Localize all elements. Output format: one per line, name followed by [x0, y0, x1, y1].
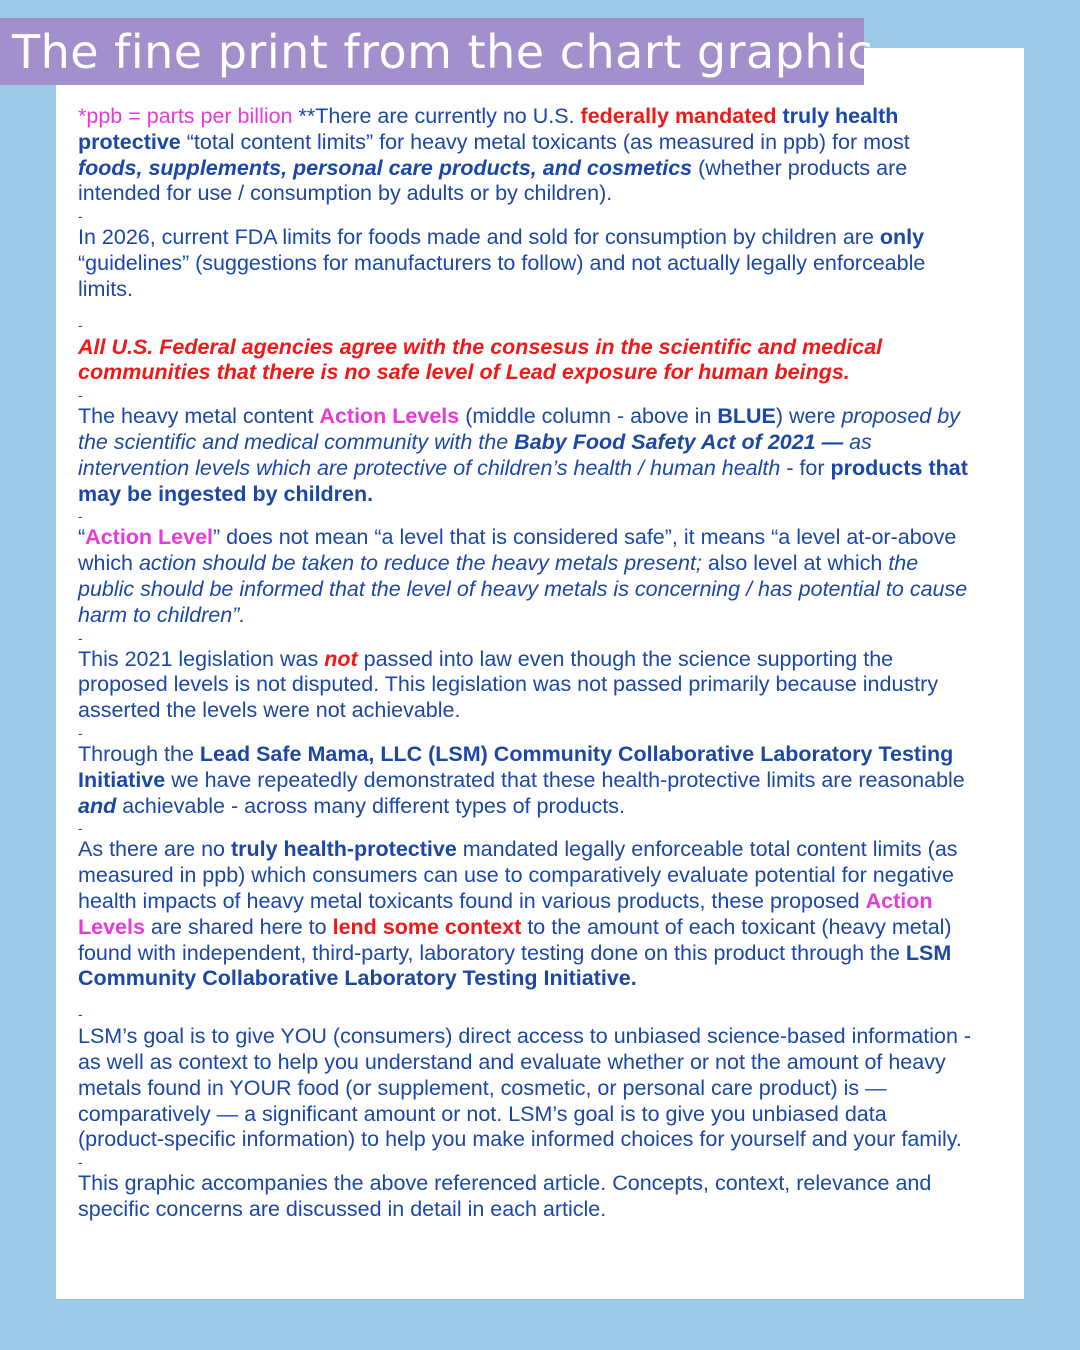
text-run: LSM Community Collaborative Laboratory Testing Initiative.: [78, 940, 952, 991]
text-run: (middle column - above in: [459, 404, 718, 429]
text-run: “: [78, 525, 86, 550]
paragraph-article-note: This graphic accompanies the above referenced article. Concepts, context, relevance and specific concerns are discussed in detail in each article.: [78, 1171, 932, 1221]
paragraph-context: [78, 837, 978, 992]
text-run: and: [78, 793, 117, 818]
text-run: mandated legally enforceable total content limits (as measured in ppb) which consumers can use to comparatively evaluate potential for negative health impacts of heavy metal toxicants found in various products, these proposed: [78, 837, 958, 913]
text-run: foods, supplements, personal care products, and cosmetics: [78, 155, 693, 180]
text-run: **There are currently no U.S.: [292, 104, 581, 128]
text-run: (whether products are intended for use / consumption by adults or by children).: [78, 155, 908, 206]
text-run: action should be taken to reduce the heavy metals present;: [138, 551, 702, 576]
text-run: proposed by the scientific and medical community with the: [78, 404, 960, 454]
separator: -: [78, 508, 83, 525]
text-run: This 2021 legislation was: [78, 646, 325, 671]
separator: -: [78, 820, 83, 837]
paragraph-lsm-initiative: [78, 742, 978, 819]
text-run: truly health-protective: [230, 837, 457, 862]
text-run: are shared here to: [144, 914, 333, 939]
paragraph-action-levels: [78, 404, 978, 507]
paragraph-action-level-definition: [78, 525, 978, 628]
text-run: passed into law even though the science supporting the proposed levels is not disputed. This legislation was not passed primarily because industry asserted the levels were not achievable.: [78, 646, 939, 723]
separator: -: [78, 387, 83, 404]
text-run: we have repeatedly demonstrated that these health-protective limits are reasonable: [165, 767, 965, 792]
text-run: ) were: [775, 404, 842, 429]
ppb-definition: *ppb = parts per billion: [78, 104, 293, 128]
text-run: to the amount of each toxicant (heavy metal) found with independent, third-party, laboratory testing done on this product through the: [78, 914, 952, 965]
title-banner: [0, 18, 874, 85]
text-run: “guidelines” (suggestions for manufacturers to follow) and not actually legally enforceable limits.: [78, 250, 926, 301]
text-run: the public should be informed that the level of heavy metals is concerning / has potential to cause harm to children”.: [78, 551, 968, 627]
text-run: - for: [780, 455, 831, 480]
separator: -: [78, 724, 83, 741]
text-run: Through the: [78, 741, 200, 766]
separator: -: [78, 1006, 83, 1023]
text-run: Lead Safe Mama, LLC (LSM) Community Collaborative Laboratory Testing Initiative: [78, 741, 954, 792]
separator: -: [78, 316, 83, 333]
text-run: also level at which: [701, 551, 889, 576]
text-run: In 2026, current FDA limits for foods made and sold for consumption by children are: [78, 225, 880, 250]
text-run: products that may be ingested by children.: [78, 455, 968, 506]
text-run: As there are no: [78, 837, 231, 862]
separator: -: [78, 208, 83, 225]
paragraph-legislation: [78, 647, 978, 724]
text-run: lend some context: [332, 914, 522, 939]
fine-print-body: [78, 104, 978, 1223]
text-run: Action Levels: [78, 888, 933, 939]
text-run: BLUE: [717, 404, 776, 429]
separator: -: [78, 1154, 83, 1171]
text-run: ” does not mean “a level that is considered safe”, it means “a level at-or-above which: [78, 525, 957, 576]
text-run: Action Levels: [319, 404, 460, 429]
text-run: Action Level: [85, 525, 214, 550]
text-run: only: [879, 225, 925, 250]
text-run: The heavy metal content: [78, 404, 320, 429]
paragraph-lsm-goal: LSM’s goal is to give YOU (consumers) direct access to unbiased science-based information - as well as context to help you understand and evaluate whether or not the amount of heavy metals found in YOUR food (or supplement, cosmetic, or personal care product) is — comparatively — a significant amount or not. LSM’s goal is to give you unbiased data (product-specific information) to help you make informed choices for yourself and your family.: [78, 1024, 972, 1152]
separator: -: [78, 629, 83, 646]
text-run: achievable - across many different types of products.: [116, 793, 625, 818]
text-run: as intervention levels which are protective of children’s health / human health: [78, 429, 872, 480]
paragraph-ppb-note: [78, 104, 978, 207]
text-run: truly health protective: [78, 104, 899, 154]
text-run: not: [324, 646, 358, 671]
paragraph-fda-limits: [78, 225, 978, 302]
paragraph-lead-statement: All U.S. Federal agencies agree with the consesus in the scientific and medical communities that there is no safe level of Lead exposure for human beings.: [78, 334, 883, 385]
text-run: Baby Food Safety Act of 2021 —: [514, 429, 844, 454]
text-run: “total content limits” for heavy metal toxicants (as measured in ppb) for most: [180, 129, 910, 154]
page-title: The fine print from the chart graphic: [12, 24, 874, 79]
text-run: federally mandated: [580, 104, 777, 128]
